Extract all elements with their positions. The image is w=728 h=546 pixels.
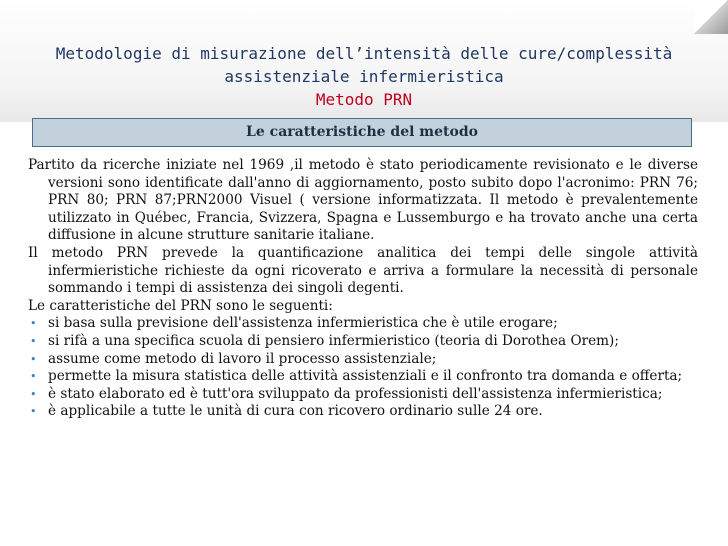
slide-body — [28, 157, 698, 421]
list-item — [28, 315, 698, 333]
list-item-text: si rifà a una specifica scuola di pensiero infermieristico (teoria di Dorothea Orem); — [48, 332, 619, 349]
corner-decoration — [694, 0, 728, 34]
bullet-icon: • — [30, 405, 37, 419]
section-banner: Le caratteristiche del metodo — [32, 118, 692, 147]
list-item-text: assume come metodo di lavoro il processo assistenziale; — [48, 350, 437, 367]
title-line-2: assistenziale infermieristica — [224, 67, 504, 86]
list-item-text: si basa sulla previsione dell'assistenza infermieristica che è utile erogare; — [48, 315, 558, 332]
list-item — [28, 351, 698, 369]
bullet-icon: • — [30, 334, 37, 348]
list-item — [28, 403, 698, 421]
bullet-icon: • — [30, 352, 37, 366]
list-item — [28, 386, 698, 404]
bullet-icon: • — [30, 387, 37, 401]
bullet-icon: • — [30, 317, 37, 331]
bullet-icon: • — [30, 370, 37, 384]
paragraph-method: Il metodo PRN prevede la quantificazione analitica dei tempi delle singole attività infermieristiche richieste da ogni ricoverato e arriva a formulare la necessità di personale sommando i tempi di assistenza dei singoli degenti. — [28, 244, 698, 297]
paragraph-history: Partito da ricerche iniziate nel 1969 ,il metodo è stato periodicamente revisionato e le diverse versioni sono identificate dall'anno di aggiornamento, posto subito dopo l'acronimo: PRN 76; PRN 80; PRN 87;PRN2000 Visuel ( versione informatizzata. Il metodo è prevalentemente utilizzato in Québec, Francia, Svizzera, Spagna e Lussemburgo e ha trovato anche una certa diffusione in alcune strutture sanitarie italiane. — [28, 157, 698, 244]
list-item — [28, 368, 698, 386]
slide-title — [30, 42, 698, 111]
list-item — [28, 333, 698, 351]
list-item-text: permette la misura statistica delle attività assistenziali e il confronto tra domanda e offerta; — [48, 368, 683, 385]
list-item-text: è applicabile a tutte le unità di cura con ricovero ordinario sulle 24 ore. — [48, 403, 543, 420]
features-list — [28, 315, 698, 421]
paragraph-features-intro: Le caratteristiche del PRN sono le seguenti: — [28, 297, 333, 314]
slide-subtitle: Metodo PRN — [315, 90, 413, 109]
list-item-text: è stato elaborato ed è tutt'ora sviluppato da professionisti dell'assistenza infermieristica; — [48, 385, 663, 402]
title-line-1: Metodologie di misurazione dell’intensità delle cure/complessità — [55, 44, 673, 63]
